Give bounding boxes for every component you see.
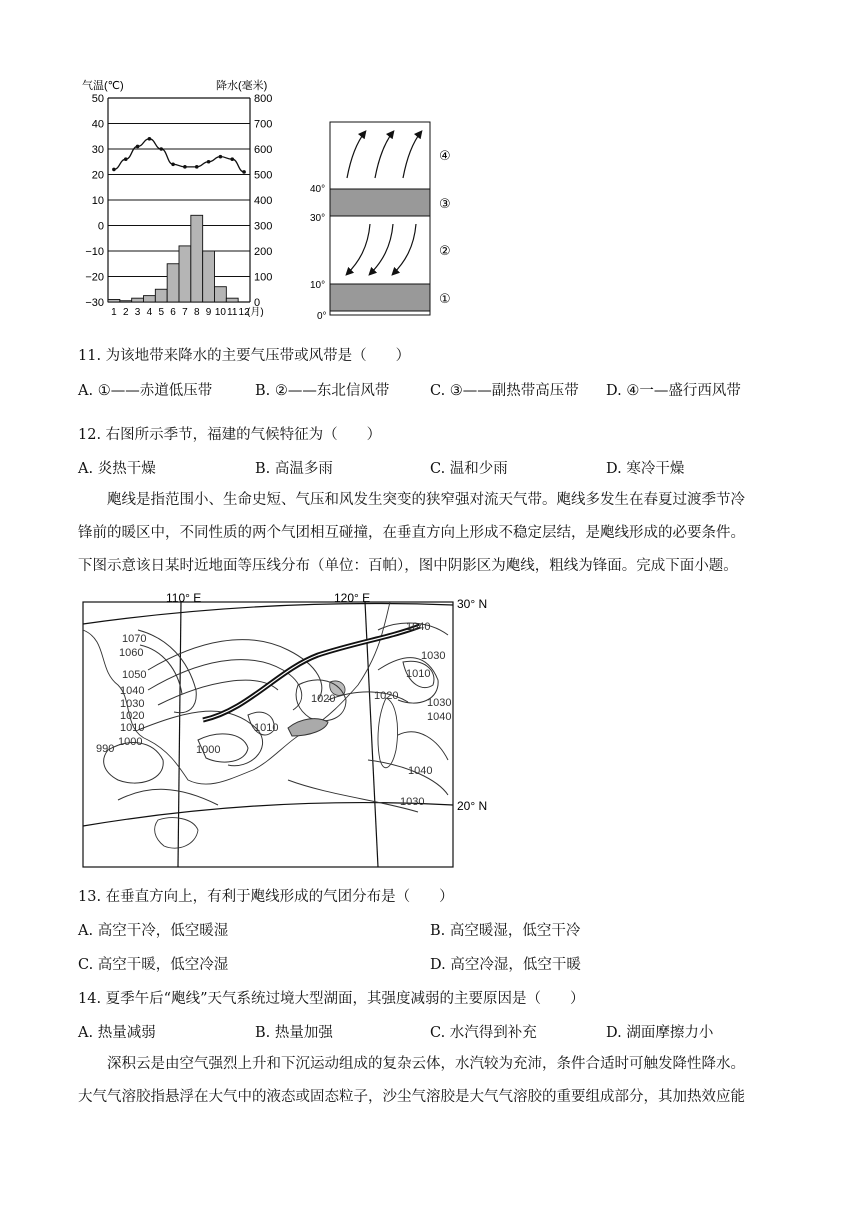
question-12-stem: 12. 右图所示季节，福建的气候特征为（ ） [78, 427, 382, 443]
belt-zone-1-shaded [330, 284, 430, 311]
q14-option-d[interactable]: D. 湖面摩擦力小 [606, 1025, 714, 1041]
temperature-tick-label: −10 [85, 246, 104, 258]
temperature-tick-label: 50 [91, 93, 104, 105]
temperature-tick-labels [85, 93, 104, 309]
temperature-tick-label: 20 [91, 169, 104, 182]
temperature-point [195, 165, 199, 169]
zone-label-1: ① [439, 291, 451, 306]
temperature-tick-label: −20 [85, 271, 104, 284]
isobar-label-1030-w: 1030 [120, 698, 145, 710]
q12-option-b[interactable]: B. 高温多雨 [255, 461, 333, 477]
precipitation-axis-title: 降水(毫米) [216, 80, 268, 92]
precipitation-tick-label: 100 [254, 271, 273, 284]
precipitation-bar [144, 296, 156, 302]
precipitation-bar [120, 301, 132, 302]
lon-label-110e: 110° E [166, 591, 202, 605]
precipitation-tick-label: 700 [254, 118, 273, 131]
month-tick-label: 8 [193, 307, 200, 318]
isobar-label-1070: 1070 [122, 633, 147, 645]
q14-option-a[interactable]: A. 热量减弱 [78, 1025, 156, 1041]
month-tick-label: 4 [146, 307, 153, 318]
q13-option-b[interactable]: B. 高空暖湿，低空干冷 [430, 923, 581, 939]
isobar-label-1030-s: 1030 [400, 796, 425, 808]
precipitation-bar [226, 298, 238, 302]
isobar-label-1010-e: 1010 [406, 668, 431, 680]
precipitation-bar [191, 215, 203, 302]
temperature-points [112, 137, 246, 174]
passage1-line-1: 飑线是指范围小、生命史短、气压和风发生突变的狭窄强对流天气带。飑线多发生在春夏过渡季节冷 [107, 492, 745, 508]
passage1-line-2: 锋前的暖区中，不同性质的两个气团相互碰撞，在垂直方向上形成不稳定层结，是飑线形成的必要条件。 [78, 525, 745, 541]
question-11-stem: 11. 为该地带来降水的主要气压带或风带是（ ） [78, 348, 411, 364]
q14-option-b[interactable]: B. 热量加强 [255, 1025, 333, 1041]
temperature-point [183, 165, 187, 169]
cumulus-passage [78, 1048, 782, 1114]
precipitation-bar [215, 287, 227, 302]
q13-option-d[interactable]: D. 高空冷湿，低空干暖 [430, 957, 581, 973]
month-tick-label: 9 [205, 307, 212, 318]
precipitation-tick-label: 0 [254, 297, 261, 309]
month-tick-label: 10 [214, 307, 226, 318]
precipitation-bar [203, 251, 215, 302]
zone-label-3: ③ [439, 196, 451, 211]
month-tick-label: 11 [227, 307, 238, 318]
isobar-label-990: 990 [96, 743, 115, 755]
isobar-label-1020-e: 1020 [374, 690, 399, 702]
month-tick-label: 5 [158, 307, 165, 318]
isobar-label-1050: 1050 [122, 669, 147, 681]
lat-label-20n: 20° N [457, 799, 488, 813]
isobar-label-1030-ne: 1030 [421, 650, 446, 662]
temperature-curve [114, 139, 244, 172]
temperature-tick-label: 10 [91, 195, 104, 207]
month-unit-label: (月) [247, 307, 264, 318]
temperature-point [159, 147, 163, 151]
isobar-map [78, 590, 508, 872]
zone-label-2: ② [439, 243, 451, 258]
passage1-line-3: 下图示意该日某时近地面等压线分布（单位：百帕），图中阴影区为飑线，粗线为锋面。完成下面小题。 [78, 558, 738, 574]
q11-option-b[interactable]: B. ②——东北信风带 [255, 383, 390, 399]
month-tick-label: 2 [122, 307, 129, 318]
precipitation-bar [108, 299, 120, 302]
lat-label-10: 10° [310, 280, 326, 291]
month-tick-label: 1 [111, 307, 117, 318]
month-tick-label: 3 [134, 307, 141, 318]
passage2-line-1: 深积云是由空气强烈上升和下沉运动组成的复杂云体，水汽较为充沛，条件合适时可触发降性降水。 [107, 1056, 745, 1072]
q11-option-d[interactable]: D. ④一—盛行西风带 [606, 383, 741, 399]
precipitation-tick-label: 200 [254, 246, 273, 258]
isobar-label-1010-c: 1010 [254, 722, 279, 734]
isobar-label-1000-w: 1000 [118, 736, 143, 748]
squall-line-passage [78, 484, 782, 583]
lat-label-30: 30° [310, 213, 326, 224]
precipitation-bar [155, 289, 167, 302]
lat-label-30n: 30° N [457, 597, 488, 611]
q11-option-a[interactable]: A. ①——赤道低压带 [78, 383, 213, 399]
isobar-label-1020-c: 1020 [311, 693, 336, 705]
temperature-tick-label: 30 [91, 144, 104, 156]
month-tick-label: 6 [170, 307, 176, 318]
month-tick-label: 7 [182, 307, 188, 318]
belt-zone-3-shaded [330, 189, 430, 216]
temperature-tick-label: 0 [97, 220, 104, 233]
q12-option-c[interactable]: C. 温和少雨 [430, 461, 508, 477]
pressure-belt-diagram [305, 112, 475, 322]
q12-option-a[interactable]: A. 炎热干燥 [78, 461, 156, 477]
question-14-stem: 14. 夏季午后“飑线”天气系统过境大型湖面，其强度减弱的主要原因是（ ） [78, 991, 585, 1007]
temperature-tick-label: −30 [85, 297, 104, 309]
isobar-label-1030-e: 1030 [427, 697, 452, 709]
precipitation-tick-label: 600 [254, 144, 273, 156]
isobar-label-1040-se: 1040 [408, 765, 433, 777]
lat-label-40: 40° [310, 184, 326, 195]
climate-chart [78, 76, 300, 322]
isobar-label-1040-e: 1040 [427, 711, 452, 723]
precipitation-bar [167, 264, 179, 302]
q13-option-c[interactable]: C. 高空干暖，低空冷湿 [78, 957, 229, 973]
precipitation-tick-labels [254, 93, 272, 309]
month-tick-label: 12 [238, 307, 250, 318]
temperature-point [124, 157, 128, 161]
q12-option-d[interactable]: D. 寒冷干燥 [606, 461, 685, 477]
precipitation-tick-label: 400 [254, 195, 273, 207]
passage2-line-2: 大气气溶胶指悬浮在大气中的液态或固态粒子，沙尘气溶胶是大气气溶胶的重要组成部分，其加热效应能 [78, 1089, 745, 1105]
precipitation-tick-label: 500 [254, 169, 273, 182]
isobar-label-1040-ne: 1040 [406, 621, 431, 633]
precipitation-tick-label: 800 [254, 93, 273, 105]
temperature-tick-label: 40 [91, 118, 104, 131]
temperature-point [171, 163, 175, 167]
precipitation-bar [179, 246, 191, 302]
temperature-point [219, 155, 223, 159]
temperature-point [230, 157, 234, 161]
temperature-point [207, 160, 211, 164]
precipitation-bars [108, 215, 238, 302]
temperature-axis-title: 气温(℃) [82, 80, 124, 92]
zone-label-4: ④ [439, 148, 451, 163]
temperature-point [242, 170, 246, 174]
question-13-stem: 13. 在垂直方向上，有利于飑线形成的气团分布是（ ） [78, 889, 454, 905]
isobar-label-1020-w: 1020 [120, 710, 145, 722]
lon-label-120e: 120° E [334, 591, 371, 605]
isobar-label-1040-w: 1040 [120, 685, 145, 697]
q14-option-c[interactable]: C. 水汽得到补充 [430, 1025, 537, 1041]
q11-option-c[interactable]: C. ③——副热带高压带 [430, 383, 579, 399]
precipitation-bar [132, 298, 144, 302]
isobar-label-1000-c: 1000 [196, 744, 221, 756]
temperature-point [136, 145, 140, 149]
isobar-label-1010-w: 1010 [120, 722, 145, 734]
precipitation-tick-label: 300 [254, 220, 273, 233]
temperature-point [148, 137, 152, 141]
isobar-label-1060: 1060 [119, 647, 144, 659]
q13-option-a[interactable]: A. 高空干冷，低空暖湿 [78, 923, 229, 939]
temperature-point [112, 168, 116, 172]
lat-label-0: 0° [317, 311, 327, 322]
month-tick-labels [111, 307, 250, 318]
